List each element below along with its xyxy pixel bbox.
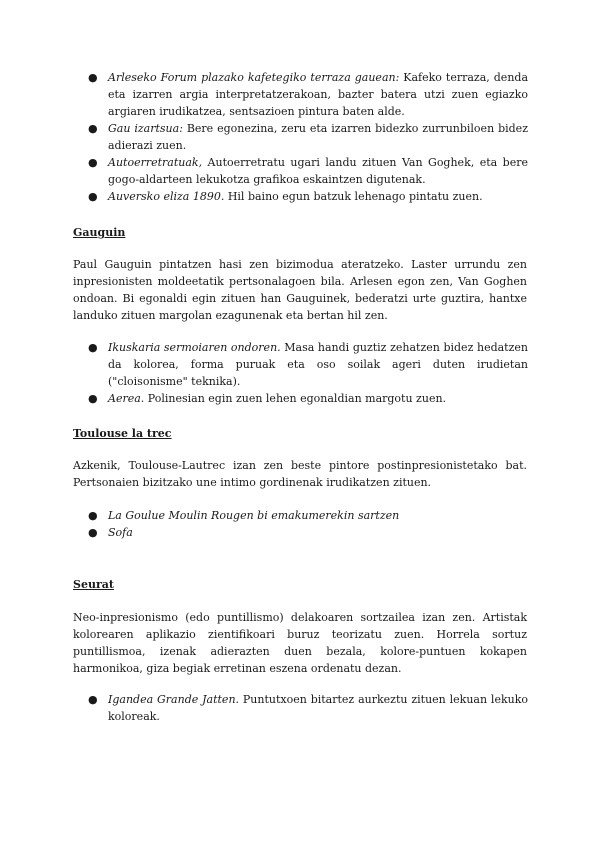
work-description: Polinesian egin zuen lehen egonaldian margotu zuen. <box>144 392 447 405</box>
bullet-icon: ● <box>88 71 98 84</box>
work-title: Autoerretratuak, <box>108 156 203 169</box>
list-item <box>88 691 528 725</box>
bullet-icon: ● <box>88 122 98 135</box>
work-description: Autoerretratu ugari landu zituen Van Goghek, eta bere gogo-aldarteen lekukotza grafikoa eskaintzen digutenak. <box>108 156 528 186</box>
toulouse-paragraph: Azkenik, Toulouse-Lautrec izan zen beste pintore postinpresionistetako bat. Pertsonaien bizitzako une intimo gordinenak irudikatzen zituen. <box>73 459 527 489</box>
work-description: Bere egonezina, zeru eta izarren bidezko zurrunbiloen bidez adierazi zuen. <box>108 122 528 152</box>
seurat-works-list <box>88 691 528 725</box>
van-gogh-works-list <box>88 69 528 205</box>
list-item <box>88 507 528 524</box>
gauguin-paragraph: Paul Gauguin pintatzen hasi zen bizimodua ateratzeko. Laster urrundu zen inpresionisten moldeetatik pertsonalagoen bila. Arlesen egon zen, Van Goghen ondoan. Bi egonaldi egin zituen han Gauguinek, bederatzi urte guztira, hantxe landuko zituen margolan ezagunenak eta bertan hil zen. <box>73 258 527 322</box>
work-description: Masa handi guztiz zehatzen bidez hedatzen da kolorea, forma puruak eta oso soilak ageri duten irudietan ("cloisonisme" teknika). <box>108 341 528 388</box>
list-item <box>88 524 528 541</box>
work-description: Kafeko terraza, denda eta izarren argia interpretatzerakoan, bazter batera utzi zuen egiazko argiaren irudikatzea, sentsazioen pintura baten alde. <box>108 71 528 118</box>
gauguin-works-list <box>88 339 528 407</box>
bullet-icon: ● <box>88 526 98 539</box>
list-item <box>88 188 528 205</box>
bullet-icon: ● <box>88 190 98 203</box>
work-title: Sofa <box>108 526 133 539</box>
bullet-icon: ● <box>88 341 98 354</box>
work-title: Igandea Grande Jatten. <box>108 693 240 706</box>
list-item <box>88 390 528 407</box>
work-title: Arleseko Forum plazako kafetegiko terraza gauean: <box>108 71 400 84</box>
bullet-icon: ● <box>88 693 98 706</box>
list-item <box>88 120 528 154</box>
toulouse-works-list <box>88 507 528 541</box>
list-item <box>88 339 528 390</box>
seurat-paragraph: Neo-inpresionismo (edo puntillismo) delakoaren sortzailea izan zen. Artistak kolorearen aplikazio zientifikoari buruz teorizatu zuen. Horrela sortuz puntillismoa, izenak adierazten duen bezala, kolore-puntuen kokapen harmonikoa, giza begiak erretinan eszena ordenatu dezan. <box>73 611 527 675</box>
section-heading-seurat: Seurat <box>73 578 114 591</box>
work-description: Hil baino egun batzuk lehenago pintatu zuen. <box>224 190 483 203</box>
work-title: Ikuskaria sermoiaren ondoren. <box>108 341 281 354</box>
section-heading-gauguin: Gauguin <box>73 226 126 239</box>
work-title: La Goulue Moulin Rougen bi emakumerekin sartzen <box>108 509 400 522</box>
bullet-icon: ● <box>88 156 98 169</box>
list-item <box>88 69 528 120</box>
bullet-icon: ● <box>88 509 98 522</box>
work-title: Aerea. <box>108 392 145 405</box>
work-title: Auversko eliza 1890. <box>108 190 225 203</box>
list-item <box>88 154 528 188</box>
work-description: Puntutxoen bitartez aurkeztu zituen lekuan lekuko koloreak. <box>108 693 528 723</box>
work-title: Gau izartsua: <box>108 122 183 135</box>
section-heading-toulouse: Toulouse la trec <box>73 427 172 440</box>
bullet-icon: ● <box>88 392 98 405</box>
